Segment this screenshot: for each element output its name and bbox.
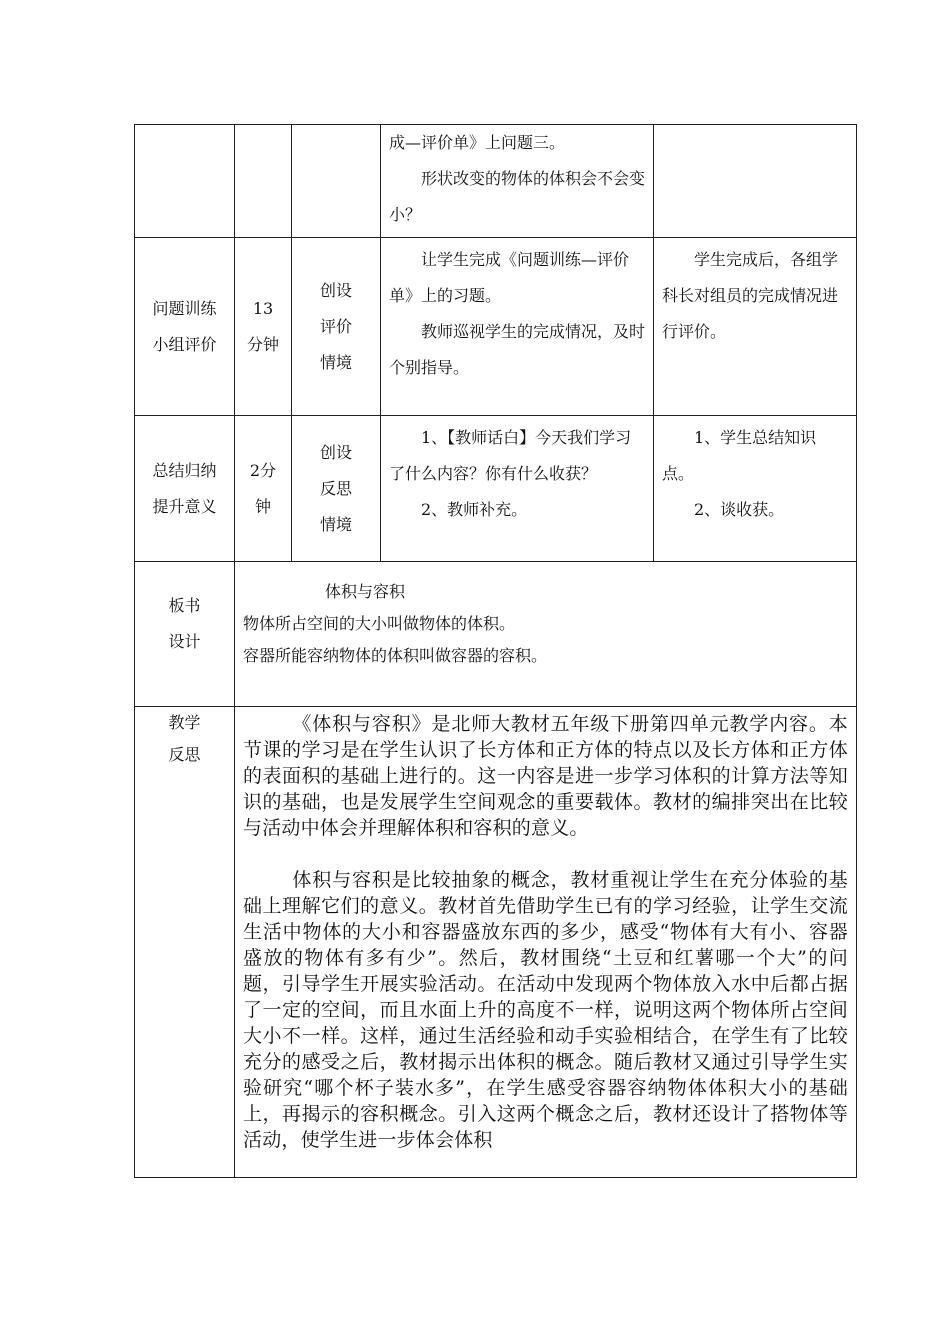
board-title: 体积与容积 — [325, 582, 406, 601]
method-cell — [292, 416, 381, 562]
student-activity-cell — [654, 125, 857, 238]
reflection-paragraph: 体积与容积是比较抽象的概念，教材重视让学生在充分体验的基础上理解它们的意义。教材首先借助学生已有的学习经验，让学生交流生活中物体的大小和容器盛放东西的多少，感受“物体有大有小、容器盛放的物体有多有少”。然后，教材围绕“土豆和红薯哪一个大”的问题，引导学生开展实验活动。在活动中发现两个物体放入水中后都占据了一定的空间，而且水面上升的高度不一样，说明这两个物体所占空间大小不一样。这样，通过生活经验和动手实验相结合，在学生有了比较充分的感受之后，教材揭示出体积的概念。随后教材又通过引导学生实验研究“哪个杯子装水多”，在学生感受容器容纳物体体积大小的基础上，再揭示的容积概念。引入这两个概念之后，教材还设计了搭物体等活动，使学生进一步体会体积 — [243, 869, 848, 1151]
board-label: 板书设计 — [168, 596, 201, 651]
reflection-paragraph: 《体积与容积》是北师大教材五年级下册第四单元教学内容。本节课的学习是在学生认识了长方体和正方体的特点以及长方体和正方体的表面积的基础上进行的。这一内容是进一步学习体积的计算方法等知识的基础，也是发展学生空间观念的重要载体。教材的编排突出在比较与活动中体会并理解体积和容积的意义。 — [243, 713, 848, 839]
stage-label: 总结归纳提升意义 — [152, 460, 217, 516]
activity-line: 形状改变的物体的体积会不会变小？ — [389, 169, 646, 224]
activity-line: 2、教师补充。 — [421, 500, 528, 519]
method-label: 创设评价情境 — [319, 280, 352, 372]
method-cell — [292, 238, 381, 416]
time-cell — [235, 238, 292, 416]
board-line: 物体所占空间的大小叫做物体的体积。 — [243, 614, 516, 633]
board-content-cell — [235, 562, 857, 707]
stage-cell — [135, 125, 235, 238]
activity-line: 1、【教师话白】今天我们学习了什么内容？你有什么收获？ — [389, 428, 632, 483]
board-label-cell — [135, 562, 235, 707]
activity-line: 教师巡视学生的完成情况，及时个别指导。 — [389, 322, 646, 377]
time-label: 2分钟 — [249, 460, 277, 516]
teacher-activity-cell — [381, 238, 654, 416]
teacher-activity-cell — [381, 125, 654, 238]
table-row-practice — [135, 238, 857, 416]
table-row-reflection — [135, 707, 857, 1178]
activity-line: 成—评价单》上问题三。 — [389, 133, 566, 152]
reflection-label-cell — [135, 707, 235, 1178]
student-activity-cell — [654, 238, 857, 416]
board-line: 容器所能容纳物体的体积叫做容器的容积。 — [243, 646, 548, 665]
table-row-continued — [135, 125, 857, 238]
time-cell — [235, 125, 292, 238]
teacher-activity-cell — [381, 416, 654, 562]
stage-cell — [135, 416, 235, 562]
time-cell — [235, 416, 292, 562]
reflection-label: 教学反思 — [168, 713, 201, 764]
student-activity-cell — [654, 416, 857, 562]
method-cell — [292, 125, 381, 238]
method-label: 创设反思情境 — [319, 442, 352, 534]
table-row-board — [135, 562, 857, 707]
stage-label: 问题训练小组评价 — [152, 298, 217, 354]
activity-line: 1、学生总结知识点。 — [662, 428, 817, 483]
stage-cell — [135, 238, 235, 416]
activity-line: 2、谈收获。 — [694, 500, 785, 519]
time-label: 13分钟 — [246, 298, 279, 354]
lesson-plan-table — [134, 124, 857, 1178]
activity-line: 让学生完成《问题训练—评价单》上的习题。 — [389, 250, 630, 305]
table-row-summary — [135, 416, 857, 562]
reflection-content-cell — [235, 707, 857, 1178]
activity-line: 学生完成后，各组学科长对组员的完成情况进行评价。 — [662, 250, 839, 341]
